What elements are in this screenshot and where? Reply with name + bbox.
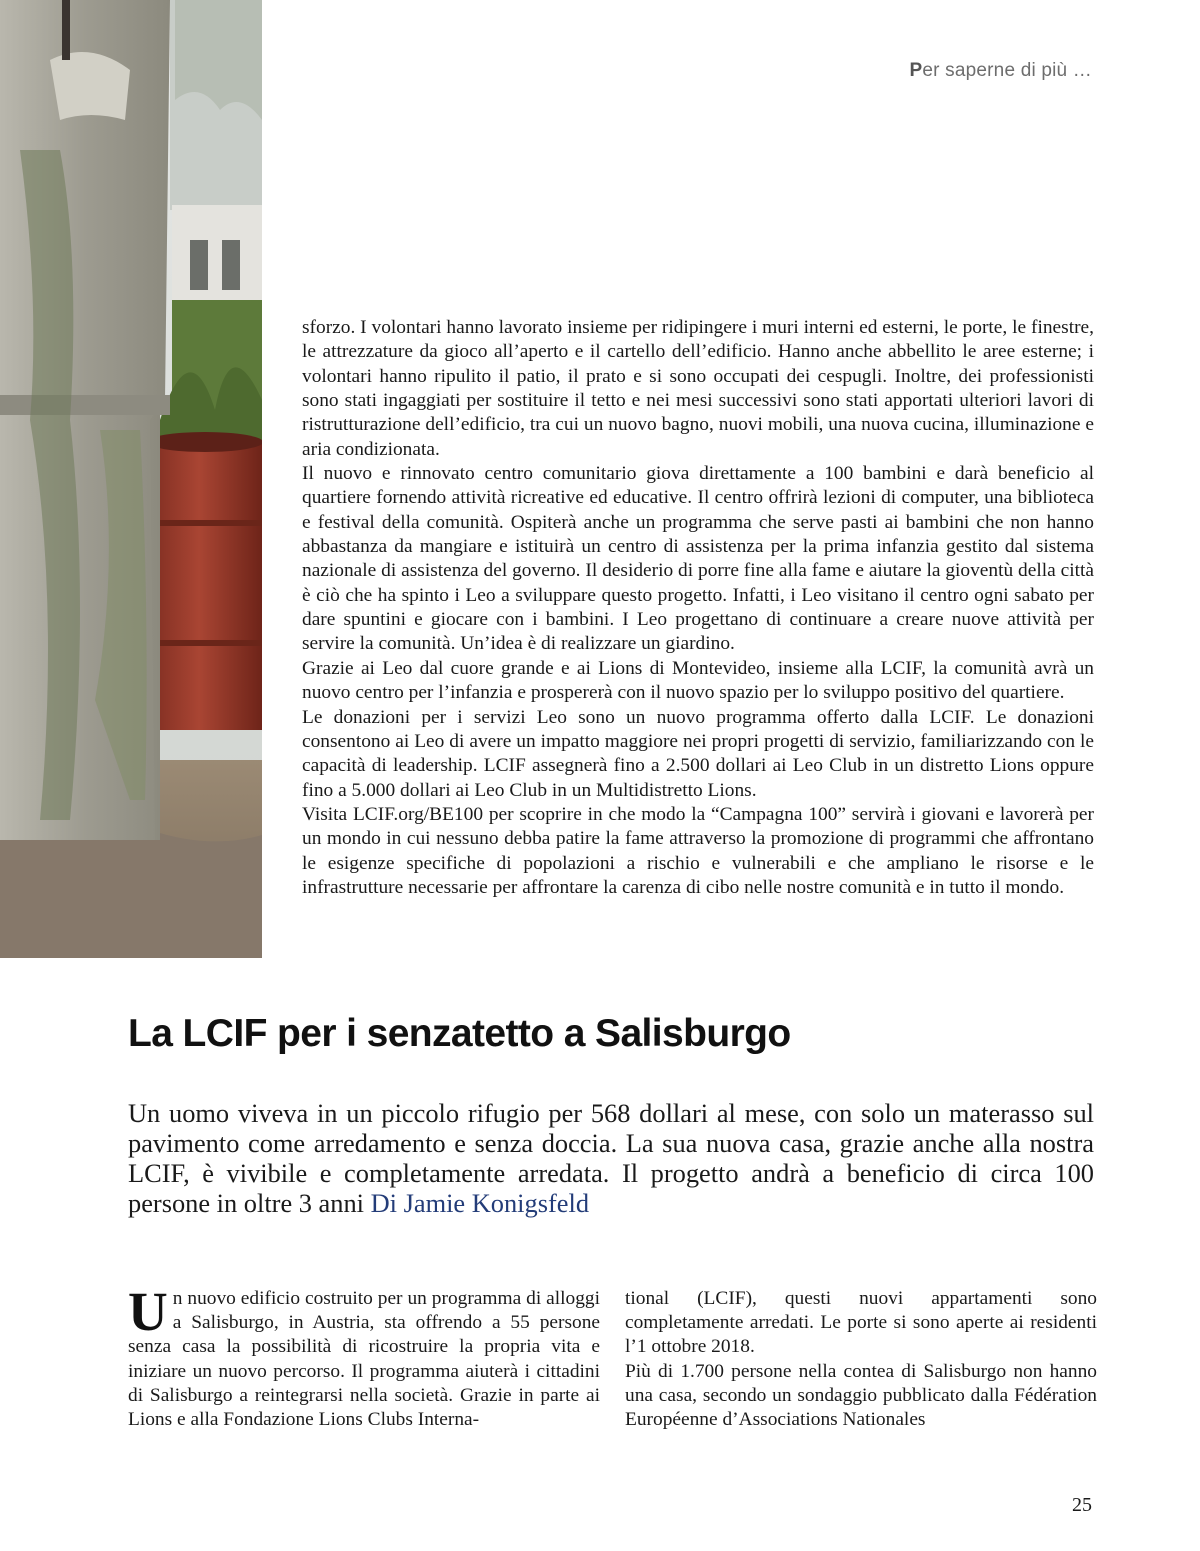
article-column-left (128, 1281, 600, 1432)
paragraph: Il nuovo e rinnovato centro comunitario giova direttamente a 100 bambini e darà beneficio al quartiere fornendo attività ricreative ed educative. Il centro offrirà lezioni di computer, una biblioteca e festival della comunità. Ospiterà anche un programma che serve pasti ai bambini che non hanno abbastanza da mangiare e istituirà un centro di assistenza per la prima infanzia gestito dal sistema nazionale di assistenza del governo. Il desiderio di porre fine alla fame e aiutare la gioventù della città è ciò che ha spinto i Leo a sviluppare questo progetto. Infatti, i Leo visitano il centro ogni sabato per dare spuntini e giocare con i bambini. I Leo progettano di continuare a creare nuove attività per servire la comunità. Un’idea è di realizzare un giardino. (302, 463, 1094, 655)
article-column-right (625, 1287, 1097, 1432)
paragraph: sforzo. I volontari hanno lavorato insieme per ridipingere i muri interni ed esterni, le porte, le finestre, le attrezzature da gioco all’aperto e il cartello dell’edificio. Hanno anche abbellito le aree esterne; i volontari hanno ripulito il patio, il prato e si sono occupati dei cespugli. Inoltre, dei professionisti sono stati ingaggiati per sostituire il tetto e nei mesi successivi sono stati apportati ulteriori lavori di ristrutturazione dell’edificio, tra cui un nuovo bagno, nuovi mobili, una nuova cucina, illuminazione e aria condizionata. (302, 317, 1094, 460)
running-header (910, 60, 1093, 82)
paragraph (128, 1281, 600, 1432)
paragraph: Più di 1.700 persone nella contea di Salisburgo non hanno una casa, secondo un sondaggio pubblicato dalla Fédération Européenne d’Associations Nationales (625, 1360, 1097, 1431)
standfirst-text: Un uomo viveva in un piccolo rifugio per 568 dollari al mese, con solo un materasso sul pavimento come arredamento e senza doccia. La sua nuova casa, grazie anche alla nostra LCIF, è vivibile e completamente arredata. Il progetto andrà a beneficio di circa 100 persone in oltre 3 anni (128, 1098, 1094, 1218)
paragraph: Grazie ai Leo dal cuore grande e ai Lions di Montevideo, insieme alla LCIF, la comunità avrà un nuovo centro per l’infanzia e prospererà con il nuovo spazio per lo sviluppo positivo del quartiere. (302, 657, 1094, 704)
paragraph: Visita LCIF.org/BE100 per scoprire in che modo la “Campagna 100” servirà i giovani e lavorerà per un mondo in cui nessuno debba patire la fame attraverso la promozione di programmi che affrontano le esigenze specifiche di popolazioni a rischio e vulnerabili e che ampliano le risorse e le infrastrutture necessarie per affrontare la carenza di cibo nelle nostre comunità e in tutto il mondo. (302, 803, 1094, 898)
running-header-initial: P (909, 60, 923, 81)
drop-cap: U (128, 1281, 168, 1342)
article-title: La LCIF per i senzatetto a Salisburgo (128, 1012, 791, 1055)
paragraph-text: n nuovo edificio costruito per un programma di alloggi a Salisburgo, in Austria, sta offrendo a 55 persone senza casa la possibilità di ricostruire la propria vita e iniziare un nuovo percorso. Il programma aiuterà i cittadini di Salisburgo a reintegrarsi nella società. Grazie in parte ai Lions e alla Fondazione Lions Clubs Interna- (128, 1288, 600, 1431)
paragraph: Le donazioni per i servizi Leo sono un nuovo programma offerto dalla LCIF. Le donazioni consentono ai Leo di avere un impatto maggiore nei propri progetti di servizio, familiarizzando con le capacità di leadership. LCIF assegnerà fino a 2.500 dollari ai Leo Club in un distretto Lions oppure fino a 5.000 dollari ai Leo Club in un Multidistretto Lions. (302, 706, 1094, 801)
running-header-text: er saperne di più … (922, 60, 1092, 81)
article-standfirst (128, 1098, 1094, 1218)
paragraph: tional (LCIF), questi nuovi appartamenti sono completamente arredati. Le porte si sono aperte ai residenti l’1 ottobre 2018. (625, 1288, 1097, 1358)
article-byline: Di Jamie Konigsfeld (370, 1188, 590, 1218)
page-number: 25 (1072, 1494, 1092, 1516)
article-photo (0, 0, 262, 958)
photo-illustration (0, 0, 262, 958)
top-article-text (302, 316, 1094, 900)
